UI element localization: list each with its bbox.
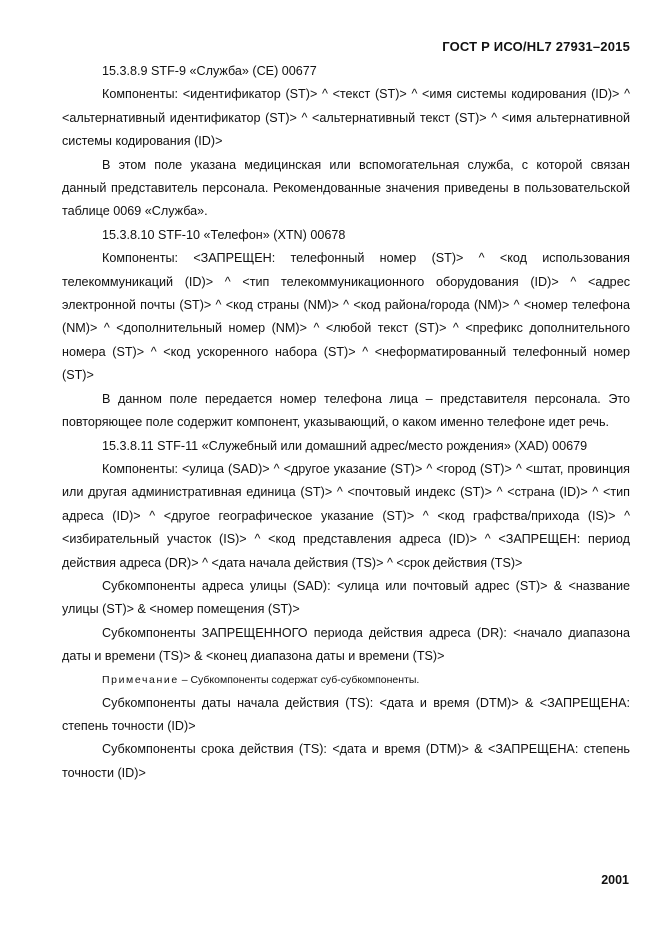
paragraph: В данном поле передается номер телефона лица – представителя персонала. Это повторяющее поле содержит компонент, указывающий, о каком именно телефоне идет речь.: [62, 391, 630, 430]
page-number: 2001: [601, 873, 629, 887]
paragraph: Субкомпоненты срока действия (TS): <дата и время (DTM)> & <ЗАПРЕЩЕНА: степень точности (ID)>: [62, 742, 630, 780]
paragraph: В этом поле указана медицинская или вспомогательная служба, с которой связан данный представитель персонала. Рекомендованные значения приведены в пользовательской таблице 0069 «Служба».: [62, 157, 630, 219]
paragraph: Субкомпоненты ЗАПРЕЩЕННОГО периода действия адреса (DR): <начало диапазона даты и времени (TS)> & <конец диапазона даты и времени (TS)>: [62, 625, 630, 664]
note-label: Примечание: [102, 673, 179, 686]
paragraph: Компоненты: <ЗАПРЕЩЕН: телефонный номер (ST)> ^ <код использования телекоммуникаций (ID)> ^ <тип телекоммуникационного оборудования (ID)> ^ <адрес электронной почты (ST)> ^ <код страны (NM)> ^ <код района/города (NM)> ^ <номер телефона (NM)> ^ <дополнительный номер (NM)> ^ <любой текст (ST)> ^ <префикс дополнительного номера (ST)> ^ <код ускоренного набора (ST)> ^ <неформатированный телефонный номер (ST)>: [62, 251, 630, 383]
paragraph: Компоненты: <идентификатор (ST)> ^ <текст (ST)> ^ <имя системы кодирования (ID)> ^ <альтернативный идентификатор (ST)> ^ <альтернативный текст (ST)> ^ <имя альтернативной системы кодирования (ID)>: [62, 87, 630, 149]
note-text: – Субкомпоненты содержат суб-субкомпоненты.: [181, 673, 420, 686]
section-heading-stf9: 15.3.8.9 STF-9 «Служба» (CE) 00677: [102, 64, 317, 78]
document-body: [62, 60, 630, 785]
standard-designation: ГОСТ Р ИСО/HL7 27931–2015: [442, 39, 630, 54]
section-heading-stf10: 15.3.8.10 STF-10 «Телефон» (XTN) 00678: [102, 227, 346, 242]
paragraph: Субкомпоненты адреса улицы (SAD): <улица или почтовый адрес (ST)> & <название улицы (ST)> & <номер помещения (ST)>: [62, 578, 630, 617]
section-heading-stf11: 15.3.8.11 STF-11 «Служебный или домашний адрес/место рождения» (XAD) 00679: [102, 438, 588, 453]
note: [62, 670, 630, 690]
paragraph: Компоненты: <улица (SAD)> ^ <другое указание (ST)> ^ <город (ST)> ^ <штат, провинция или другая административная единица (ST)> ^ <почтовый индекс (ST)> ^ <страна (ID)> ^ <тип адреса (ID)> ^ <другое географическое указание (ST)> ^ <код графства/прихода (IS)> ^ <избирательный участок (IS)> ^ <код представления адреса (ID)> ^ <ЗАПРЕЩЕН: период действия адреса (DR)> ^ <дата начала действия (TS)> ^ <срок действия (TS)>: [62, 461, 630, 570]
paragraph: Субкомпоненты даты начала действия (TS): <дата и время (DTM)> & <ЗАПРЕЩЕНА: степень точности (ID)>: [62, 695, 630, 733]
